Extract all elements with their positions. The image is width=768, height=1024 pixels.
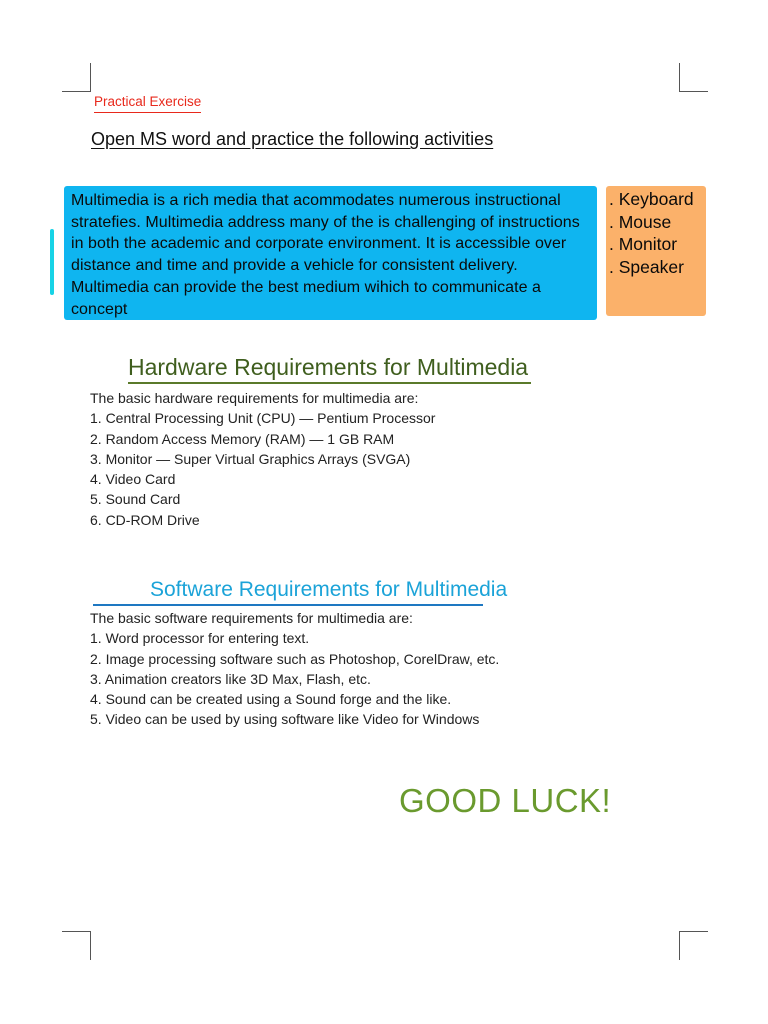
software-heading-underline bbox=[93, 604, 483, 606]
crop-mark-bottom-left bbox=[62, 931, 91, 960]
good-luck-text: GOOD LUCK! bbox=[399, 782, 612, 819]
multimedia-definition-text: Multimedia is a rich media that acommodates numerous instructional stratefies. Multimedia address many of the is challenging of instructions in both the academic and corporate environment. It is accessible over distance and time and provide a vehicle for consistent delivery. Multimedia can provide the best medium wihich to communicate a concept bbox=[71, 192, 580, 318]
devices-textbox bbox=[606, 186, 706, 316]
multimedia-definition-textbox bbox=[64, 186, 597, 320]
practical-exercise-label: Practical Exercise bbox=[94, 94, 201, 113]
crop-mark-top-right bbox=[679, 63, 708, 92]
software-intro: The basic software requirements for multimedia are: bbox=[90, 610, 413, 626]
text-cursor-marker bbox=[50, 229, 54, 295]
crop-mark-bottom-right bbox=[679, 931, 708, 960]
software-item: 5. Video can be used by using software like Video for Windows bbox=[90, 711, 480, 728]
hardware-item: 6. CD-ROM Drive bbox=[90, 511, 200, 528]
hardware-heading: Hardware Requirements for Multimedia bbox=[128, 352, 531, 384]
software-item: 2. Image processing software such as Photoshop, CorelDraw, etc. bbox=[90, 650, 500, 667]
hardware-item: 5. Sound Card bbox=[90, 491, 181, 508]
hardware-item: 2. Random Access Memory (RAM) — 1 GB RAM bbox=[90, 430, 395, 447]
hardware-section bbox=[90, 388, 435, 530]
instruction-heading: Open MS word and practice the following activities bbox=[91, 129, 494, 149]
device-item: . Mouse bbox=[609, 211, 672, 232]
software-item: 3. Animation creators like 3D Max, Flash, etc. bbox=[90, 670, 371, 687]
device-item: . Keyboard bbox=[609, 189, 694, 209]
software-item: 4. Sound can be created using a Sound forge and the like. bbox=[90, 691, 452, 708]
device-item: . Monitor bbox=[609, 234, 678, 254]
hardware-intro: The basic hardware requirements for multimedia are: bbox=[90, 390, 419, 406]
hardware-item: 4. Video Card bbox=[90, 471, 176, 488]
devices-list bbox=[609, 188, 706, 278]
hardware-item: 1. Central Processing Unit (CPU) — Pentium Processor bbox=[90, 410, 436, 427]
device-item: . Speaker bbox=[609, 256, 684, 277]
crop-mark-top-left bbox=[62, 63, 91, 92]
hardware-list bbox=[90, 408, 435, 530]
software-heading: Software Requirements for Multimedia bbox=[150, 578, 508, 601]
software-list bbox=[90, 628, 499, 729]
software-section bbox=[90, 608, 499, 730]
software-item: 1. Word processor for entering text. bbox=[90, 630, 310, 647]
hardware-item: 3. Monitor — Super Virtual Graphics Arrays (SVGA) bbox=[90, 450, 411, 467]
